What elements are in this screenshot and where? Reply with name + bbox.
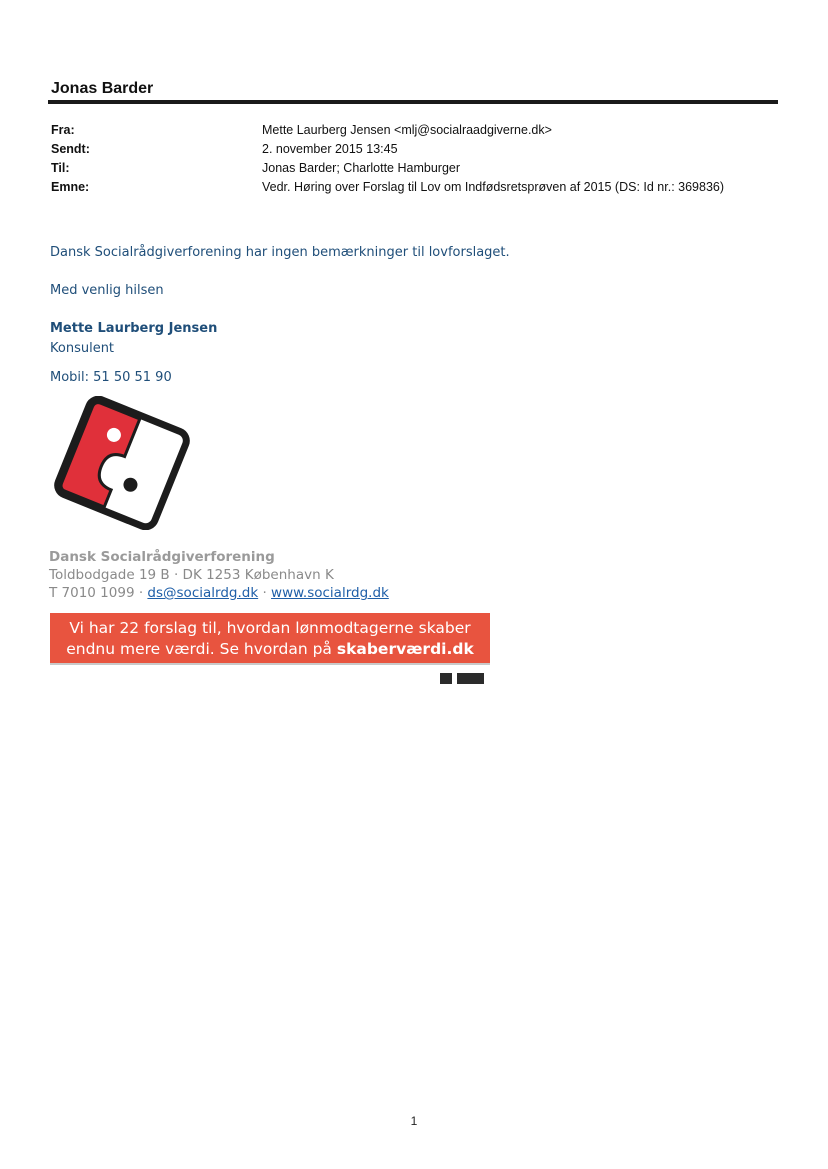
social-icon[interactable]	[457, 673, 484, 684]
banner-link: skaberværdi.dk	[336, 640, 474, 658]
field-label: Til:	[51, 161, 70, 175]
field-value: 2. november 2015 13:45	[262, 142, 398, 156]
organization-phone: T 7010 1099 ·	[49, 585, 148, 601]
campaign-banner[interactable]	[50, 613, 490, 665]
organization-contact	[49, 585, 389, 601]
field-from	[51, 121, 791, 140]
banner-text: endnu mere værdi. Se hvordan på	[66, 640, 337, 658]
signature-name: Mette Laurberg Jensen	[50, 321, 218, 336]
social-icon[interactable]	[440, 673, 452, 684]
field-label: Fra:	[51, 123, 75, 137]
signature-mobile: Mobil: 51 50 51 90	[50, 370, 172, 385]
organization-name: Dansk Socialrådgiverforening	[49, 549, 275, 565]
sender-heading: Jonas Barder	[51, 80, 154, 97]
field-subject	[51, 178, 791, 197]
organization-website-link[interactable]: www.socialrdg.dk	[271, 585, 389, 601]
banner-line-2	[50, 639, 490, 660]
field-label: Sendt:	[51, 142, 90, 156]
organization-email-link[interactable]: ds@socialrdg.dk	[147, 585, 259, 601]
message-body: Dansk Socialrådgiverforening har ingen bemærkninger til lovforslaget.	[50, 245, 510, 260]
organization-address: Toldbodgade 19 B · DK 1253 København K	[49, 567, 334, 583]
field-value: Vedr. Høring over Forslag til Lov om Indfødsretsprøven af 2015 (DS: Id nr.: 369836)	[262, 180, 725, 194]
email-header-fields	[51, 121, 791, 197]
signature-title: Konsulent	[50, 341, 115, 356]
header-divider	[48, 100, 778, 104]
page-number: 1	[410, 1114, 418, 1128]
field-value: Jonas Barder; Charlotte Hamburger	[262, 161, 461, 175]
field-to	[51, 159, 791, 178]
banner-line-1: Vi har 22 forslag til, hvordan lønmodtagerne skaber	[69, 619, 471, 637]
organization-logo-icon	[52, 396, 192, 530]
field-label: Emne:	[51, 180, 90, 194]
field-sent	[51, 140, 791, 159]
greeting: Med venlig hilsen	[50, 283, 164, 298]
field-value: Mette Laurberg Jensen <mlj@socialraadgiverne.dk>	[262, 123, 552, 137]
contact-separator: ·	[258, 585, 272, 601]
